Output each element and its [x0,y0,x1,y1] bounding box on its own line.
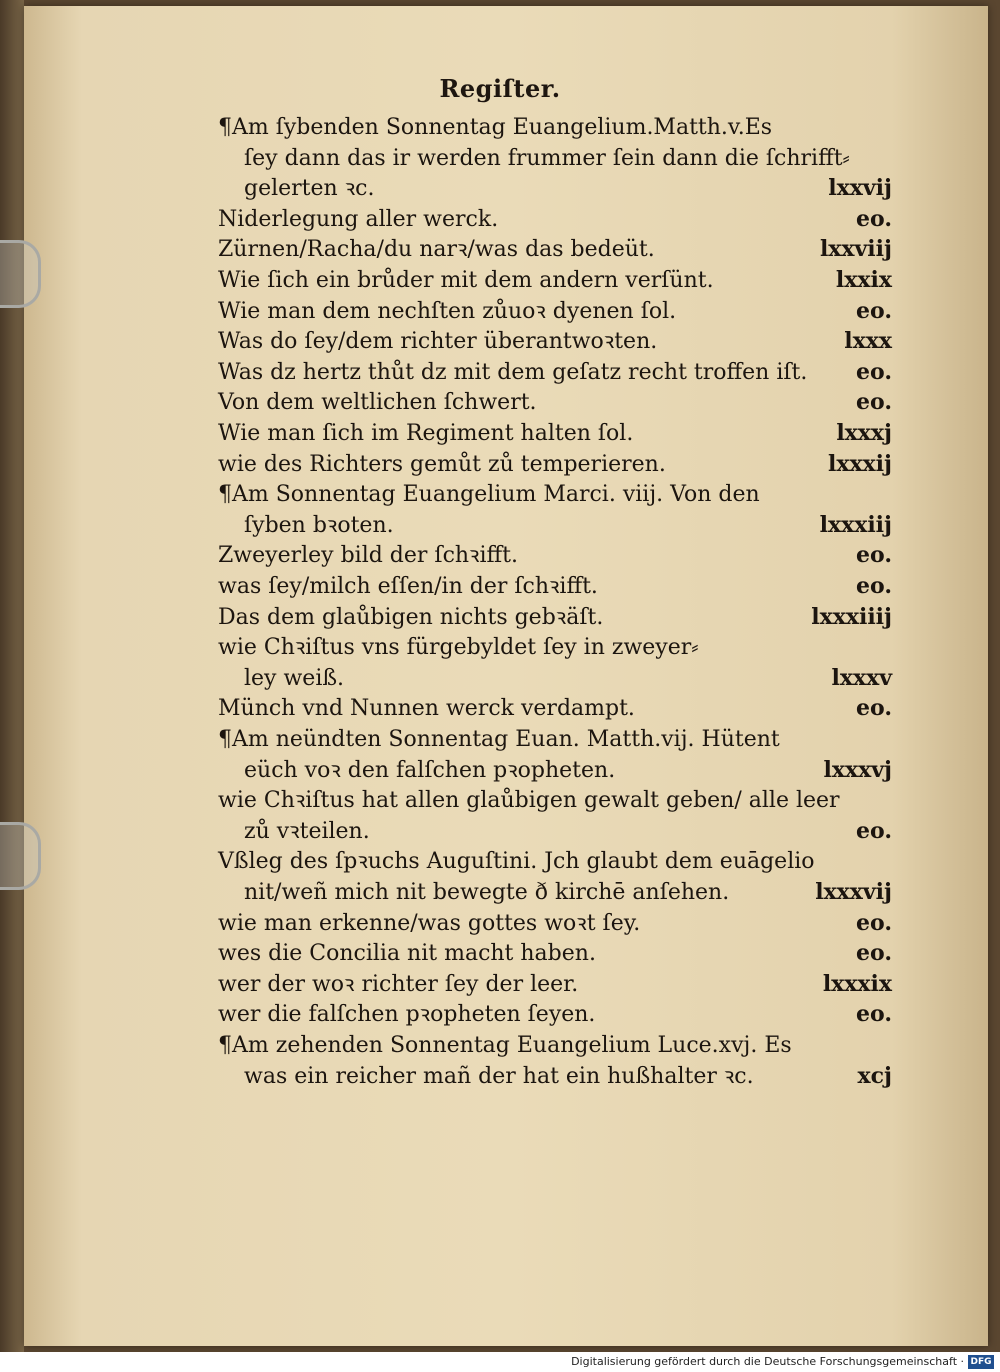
entry-page-ref: eo. [856,205,892,232]
entry-page-ref: lxxviij [819,236,892,263]
entry-text: ſey dann das ir werden frummer ſein dann die ſchrifft⸗ [244,145,850,171]
register-entry [244,173,892,204]
entry-page-ref: lxxxiij [819,511,892,538]
register-entry [244,143,892,174]
register-entry [244,1061,892,1092]
entry-page-ref: lxxxiiij [811,603,892,630]
register-entry [218,938,892,969]
footer-bar [0,1352,1000,1372]
register-entry [218,234,892,265]
entry-page-ref: lxxx [844,328,892,355]
entry-page-ref: lxxxij [827,450,892,477]
register-entry [218,418,892,449]
entry-text: Vßleg des ſpꝛuchs Auguſtini. Jch glaubt dem euāgelio [218,849,815,875]
entry-page-ref: eo. [856,1001,892,1028]
entry-page-ref: eo. [856,297,892,324]
register-entry [218,602,892,633]
entry-text: zů vꝛteilen. [244,818,370,844]
register-entry [218,112,892,143]
entry-text: Niderlegung aller werck. [218,206,499,232]
entry-text: Was dz hertz thůt dz mit dem geſatz recht troffen iſt. [218,359,808,385]
footer-credit: Digitalisierung gefördert durch die Deutsche Forschungsgemeinschaft · [571,1355,964,1368]
register-entry [218,540,892,571]
register-entry [218,357,892,388]
entry-page-ref: eo. [856,358,892,385]
register-entry [218,449,892,480]
register-entry [218,632,892,663]
entry-page-ref: xcj [857,1062,892,1089]
register-entry [218,724,892,755]
register-entry [218,265,892,296]
register-entry [244,663,892,694]
entry-text: Wie ſich ein brůder mit dem andern verſünt. [218,268,714,293]
entry-text: wer die falſchen pꝛopheten ſeyen. [218,1002,596,1028]
entry-page-ref: lxxxvij [815,879,892,905]
register-entry [218,785,892,816]
entry-text: ¶Am zehenden Sonnentag Euangelium Luce.xvj. Es [218,1033,792,1058]
entry-text: ¶Am Sonnentag Euangelium Marci. viij. Von den [218,482,760,508]
entry-page-ref: lxxxj [836,420,892,446]
register-entry [218,387,892,418]
entry-text: eüch voꝛ den falſchen pꝛopheten. [244,757,616,783]
entry-page-ref: eo. [856,940,892,967]
entry-page-ref: lxxxv [831,664,892,691]
entry-page-ref: lxxxix [822,970,892,997]
register-entry [218,296,892,327]
entry-text: wer der woꝛ richter ſey der leer. [218,971,579,997]
entry-text: wie Chꝛiſtus hat allen glaůbigen gewalt geben/ alle leer [218,788,840,814]
entry-text: wie Chꝛiſtus vns fürgebyldet ſey in zweyer⸗ [218,635,699,661]
entry-text: Zweyerley bild der ſchꝛifft. [218,543,518,569]
entry-page-ref: eo. [856,573,892,599]
entry-text: wie des Richters gemůt zů temperieren. [218,451,666,477]
register-entry [218,479,892,510]
entry-page-ref: lxxxvj [823,756,892,783]
entry-page-ref: lxxvij [828,175,892,202]
register-entry [218,693,892,724]
register-entry [218,326,892,357]
register-entry [218,846,892,877]
entry-text: was ein reicher mañ der hat ein hußhalter ꝛc. [244,1063,754,1089]
entry-text: Was do ſey/dem richter überantwoꝛten. [218,329,658,355]
entry-text: ¶Am neündten Sonnentag Euan. Matth.vij. Hütent [218,727,780,752]
entry-text: nit/weñ mich nit bewegte ð kirchē anſehen. [244,880,730,905]
dfg-logo: DFG [968,1355,994,1369]
register-entry [218,908,892,939]
register-entry [218,999,892,1030]
entry-text: was ſey/milch eſſen/in der ſchꝛifft. [218,574,598,599]
entry-page-ref: lxxix [835,267,892,293]
entry-text: Münch vnd Nunnen werck verdampt. [218,696,635,722]
entry-text: ¶Am ſybenden Sonnentag Euangelium.Matth.v.Es [218,115,773,140]
entry-page-ref: eo. [856,695,892,722]
entry-text: gelerten ꝛc. [244,176,375,202]
register-entry [218,1030,892,1061]
register-entry [244,877,892,908]
register-entry [244,816,892,847]
entry-page-ref: eo. [856,389,892,416]
entry-text: Wie man dem nechſten zůuoꝛ dyenen ſol. [218,298,677,324]
page-header: Regiſter. [439,74,561,103]
register-entry [218,204,892,235]
register-entry [218,571,892,602]
entry-text: Zürnen/Racha/du narꝛ/was das bedeüt. [218,237,655,263]
register-entry [244,510,892,541]
entry-text: Das dem glaůbigen nichts gebꝛäſt. [218,604,604,630]
entry-text: ley weiß. [244,665,345,691]
entry-text: ſyben bꝛoten. [244,512,394,538]
entry-page-ref: eo. [856,909,892,936]
entry-page-ref: eo. [856,542,892,569]
register-entry [244,755,892,786]
entry-text: Von dem weltlichen ſchwert. [218,390,537,416]
entry-page-ref: eo. [856,817,892,844]
entry-text: Wie man ſich im Regiment halten ſol. [218,421,634,446]
register-entry [218,969,892,1000]
entry-text: wes die Concilia nit macht haben. [218,941,596,967]
entry-text: wie man erkenne/was gottes woꝛt ſey. [218,910,641,936]
